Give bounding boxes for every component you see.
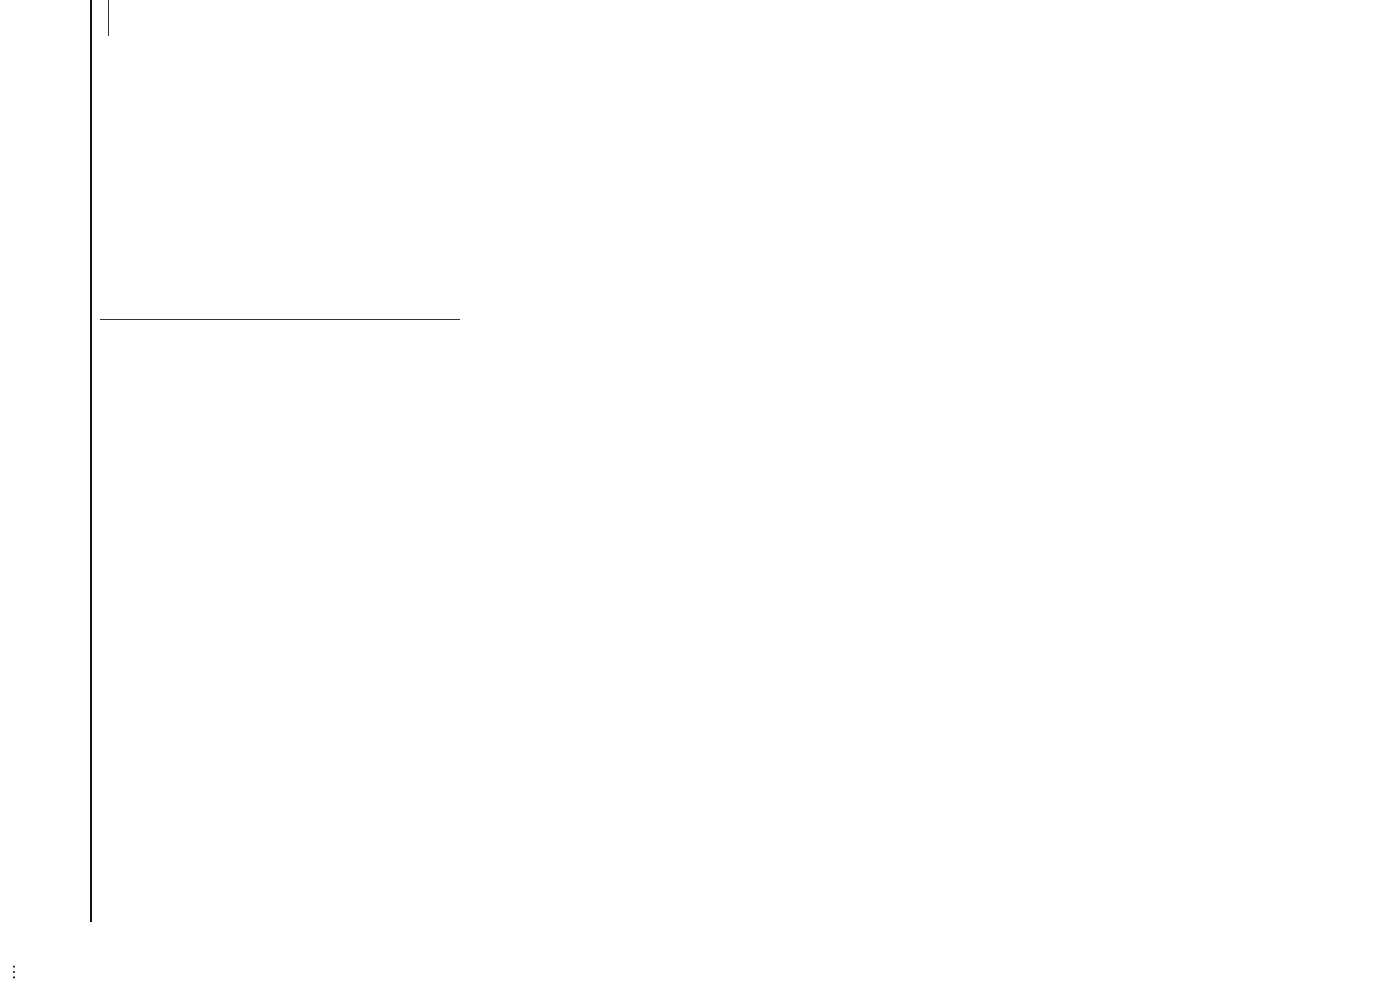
section-rule — [108, 0, 109, 37]
column-divider — [100, 319, 460, 320]
left-column — [100, 337, 460, 922]
rotated-page-content: … — [0, 0, 1383, 980]
right-column — [100, 0, 460, 299]
header-rule — [90, 0, 92, 922]
running-header — [48, 0, 88, 922]
